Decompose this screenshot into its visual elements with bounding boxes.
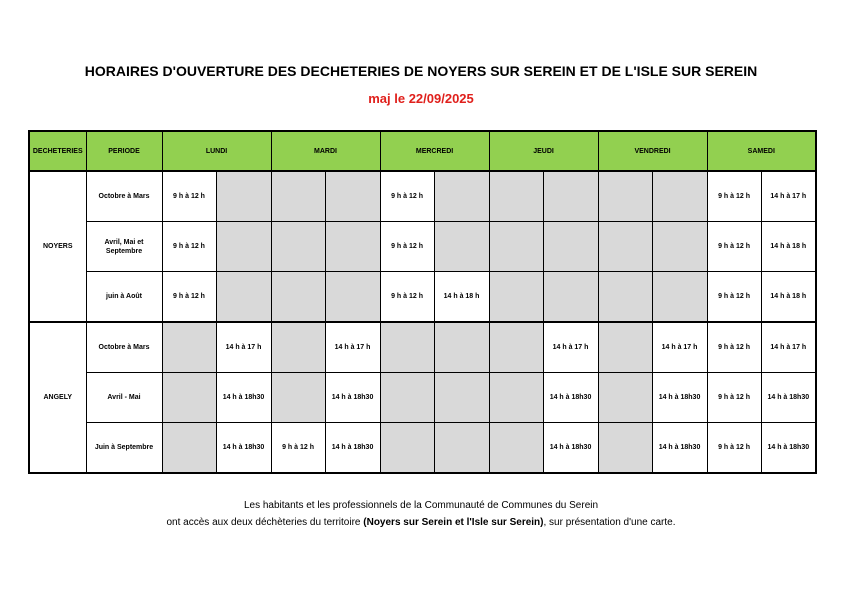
hours-cell: 9 h à 12 h bbox=[162, 171, 216, 222]
header-day-samedi: SAMEDI bbox=[707, 131, 816, 171]
closed-cell bbox=[271, 222, 325, 272]
hours-cell: 14 h à 18h30 bbox=[216, 423, 271, 474]
header-row bbox=[29, 131, 816, 171]
hours-cell: 9 h à 12 h bbox=[162, 222, 216, 272]
closed-cell bbox=[489, 222, 543, 272]
hours-cell: 9 h à 12 h bbox=[380, 272, 434, 323]
closed-cell bbox=[325, 272, 380, 323]
header-site: DECHETERIES bbox=[29, 131, 86, 171]
hours-cell: 14 h à 18h30 bbox=[543, 373, 598, 423]
update-date: maj le 22/09/2025 bbox=[368, 91, 474, 106]
hours-cell: 14 h à 18 h bbox=[434, 272, 489, 323]
footer-line-2 bbox=[0, 514, 842, 531]
hours-cell: 9 h à 12 h bbox=[271, 423, 325, 474]
header-day-mercredi: MERCREDI bbox=[380, 131, 489, 171]
hours-cell: 14 h à 18h30 bbox=[652, 373, 707, 423]
hours-cell: 14 h à 17 h bbox=[761, 322, 816, 373]
closed-cell bbox=[216, 272, 271, 323]
closed-cell bbox=[489, 373, 543, 423]
hours-cell: 14 h à 18h30 bbox=[325, 423, 380, 474]
closed-cell bbox=[598, 222, 652, 272]
closed-cell bbox=[652, 171, 707, 222]
hours-cell: 9 h à 12 h bbox=[707, 373, 761, 423]
closed-cell bbox=[216, 171, 271, 222]
closed-cell bbox=[380, 373, 434, 423]
hours-cell: 14 h à 17 h bbox=[652, 322, 707, 373]
closed-cell bbox=[543, 272, 598, 323]
period-label: Juin à Septembre bbox=[86, 423, 162, 474]
closed-cell bbox=[434, 322, 489, 373]
closed-cell bbox=[434, 423, 489, 474]
header-day-mardi: MARDI bbox=[271, 131, 380, 171]
hours-cell: 14 h à 18 h bbox=[761, 222, 816, 272]
footer-line-2-end: , sur présentation d'une carte. bbox=[543, 517, 676, 528]
closed-cell bbox=[380, 423, 434, 474]
period-label: Octobre à Mars bbox=[86, 171, 162, 222]
hours-cell: 9 h à 12 h bbox=[380, 171, 434, 222]
hours-cell: 9 h à 12 h bbox=[380, 222, 434, 272]
closed-cell bbox=[489, 322, 543, 373]
hours-cell: 14 h à 18h30 bbox=[761, 373, 816, 423]
table-row bbox=[29, 222, 816, 272]
footer-line-2-start: ont accès aux deux déchèteries du territoire bbox=[166, 517, 364, 528]
hours-cell: 14 h à 17 h bbox=[216, 322, 271, 373]
schedule-table bbox=[28, 130, 817, 474]
hours-cell: 14 h à 17 h bbox=[543, 322, 598, 373]
closed-cell bbox=[543, 222, 598, 272]
closed-cell bbox=[598, 272, 652, 323]
hours-cell: 14 h à 18h30 bbox=[652, 423, 707, 474]
closed-cell bbox=[434, 222, 489, 272]
period-label: Avril, Mai et Septembre bbox=[86, 222, 162, 272]
closed-cell bbox=[162, 373, 216, 423]
footer-note bbox=[0, 497, 842, 531]
hours-cell: 9 h à 12 h bbox=[707, 171, 761, 222]
header-day-lundi: LUNDI bbox=[162, 131, 271, 171]
hours-cell: 14 h à 18 h bbox=[761, 272, 816, 323]
hours-cell: 9 h à 12 h bbox=[707, 322, 761, 373]
period-label: Octobre à Mars bbox=[86, 322, 162, 373]
hours-cell: 14 h à 18h30 bbox=[216, 373, 271, 423]
closed-cell bbox=[162, 423, 216, 474]
table-row bbox=[29, 423, 816, 474]
closed-cell bbox=[598, 171, 652, 222]
closed-cell bbox=[489, 272, 543, 323]
closed-cell bbox=[271, 272, 325, 323]
site-name: ANGELY bbox=[29, 322, 86, 473]
closed-cell bbox=[489, 171, 543, 222]
header-day-vendredi: VENDREDI bbox=[598, 131, 707, 171]
table-row bbox=[29, 322, 816, 373]
closed-cell bbox=[434, 171, 489, 222]
closed-cell bbox=[271, 171, 325, 222]
closed-cell bbox=[652, 222, 707, 272]
closed-cell bbox=[652, 272, 707, 323]
table-row bbox=[29, 272, 816, 323]
page-title: HORAIRES D'OUVERTURE DES DECHETERIES DE NOYERS SUR SEREIN ET DE L'ISLE SUR SEREIN bbox=[84, 63, 758, 79]
closed-cell bbox=[543, 171, 598, 222]
site-name: NOYERS bbox=[29, 171, 86, 322]
closed-cell bbox=[598, 373, 652, 423]
header-period: PERIODE bbox=[86, 131, 162, 171]
hours-cell: 9 h à 12 h bbox=[707, 423, 761, 474]
closed-cell bbox=[598, 423, 652, 474]
footer-line-1: Les habitants et les professionnels de la Communauté de Communes du Serein bbox=[243, 500, 599, 511]
closed-cell bbox=[216, 222, 271, 272]
footer-line-2-bold: (Noyers sur Serein et l'Isle sur Serein) bbox=[363, 517, 544, 528]
hours-cell: 14 h à 17 h bbox=[325, 322, 380, 373]
closed-cell bbox=[434, 373, 489, 423]
closed-cell bbox=[489, 423, 543, 474]
closed-cell bbox=[598, 322, 652, 373]
table-row bbox=[29, 171, 816, 222]
hours-cell: 14 h à 18h30 bbox=[325, 373, 380, 423]
period-label: Avril - Mai bbox=[86, 373, 162, 423]
hours-cell: 14 h à 18h30 bbox=[761, 423, 816, 474]
hours-cell: 14 h à 17 h bbox=[761, 171, 816, 222]
hours-cell: 9 h à 12 h bbox=[162, 272, 216, 323]
hours-cell: 14 h à 18h30 bbox=[543, 423, 598, 474]
closed-cell bbox=[162, 322, 216, 373]
hours-cell: 9 h à 12 h bbox=[707, 272, 761, 323]
closed-cell bbox=[325, 222, 380, 272]
header-day-jeudi: JEUDI bbox=[489, 131, 598, 171]
closed-cell bbox=[380, 322, 434, 373]
closed-cell bbox=[271, 373, 325, 423]
period-label: juin à Août bbox=[86, 272, 162, 323]
hours-cell: 9 h à 12 h bbox=[707, 222, 761, 272]
table-row bbox=[29, 373, 816, 423]
closed-cell bbox=[325, 171, 380, 222]
closed-cell bbox=[271, 322, 325, 373]
